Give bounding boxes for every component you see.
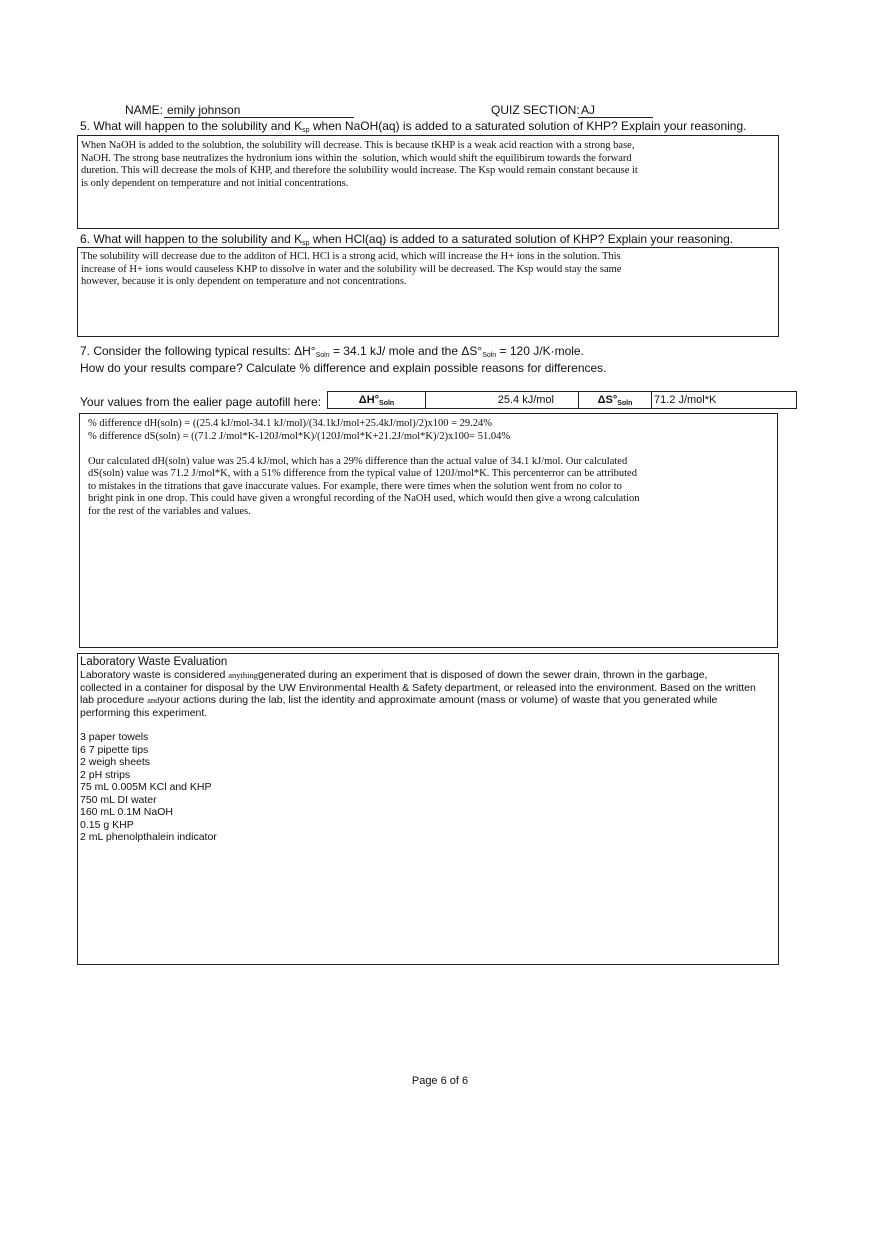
waste-item: 0.15 g KHP — [80, 818, 134, 831]
waste-item-list — [80, 731, 217, 844]
waste-item: 3 paper towels — [80, 731, 149, 743]
dh-label-cell: $\Delta H^\circ_{Soln}$ — [327, 391, 426, 409]
answer-6-text: The solubility will decrease due to the additon of HCl. HCl is a strong acid, which will increase the H+ ions in the solution. This increase of H+ ions would causeless KHP to dissolve in water and the solubility will be decreased. The Ksp would stay the same however, because it is only dependent on temperature and not concentrations. — [81, 251, 622, 287]
waste-instructions-line-1: Laboratory waste is considered anythinggenerated during an experiment that is disposed of down the sewer drain, thrown in the garbage, — [80, 669, 708, 681]
answer-7-text: % difference dH(soln) = ((25.4 kJ/mol-34.1 kJ/mol)/(34.1kJ/mol+25.4kJ/mol)/2)x100 = 29.24% % difference dS(soln) = ((71.2 J/mol*K-120J/mol*K)/(120J/mol*K+21.2J/mol*K)/2)x100= 51.04% Our calculated dH(soln) value was 25.4 kJ/mol, which has a 29% difference than the actual value of 34.1 kJ/mol. Our calculated dS(soln) value was 71.2 J/mol*K, with a 51% difference from the typical value of 120J/mol*K. This percenterror can be attributed to mistakes in the titrations that gave inaccurate values. For example, there were times when the solution went from no color to bright pink in one drop. This could have given a wrongful recording of the NaOH used, which would then give a wrong calculation for the rest of the variables and values. — [88, 418, 640, 517]
waste-item: 2 mL phenolpthalein indicator — [80, 831, 217, 843]
waste-item: 6 7 pipette tips — [80, 743, 149, 756]
waste-item: 160 mL 0.1M NaOH — [80, 806, 173, 818]
answer-5-text: When NaOH is added to the solubtion, the solubility will decrease. This is because tKHP is a weak acid reaction with a strong base, NaOH. The strong base neutralizes the hydronium ions within the solution, which would shift the equilibirum towards the forward duretion. This will decrease the mols of KHP, and therefore the solubility would increase. The Ksp would remain constant because it is only dependent on temperature and not initial concentrations. — [81, 140, 638, 189]
ds-label-cell: $\Delta S^\circ_{Soln}$ — [578, 391, 652, 409]
waste-item: 2 weigh sheets — [80, 756, 151, 768]
waste-instructions-line-4: performing this experiment. — [80, 706, 208, 719]
waste-item: 750 mL DI water — [80, 793, 157, 806]
waste-item: 75 mL 0.005M KCl and KHP — [80, 781, 212, 793]
waste-instructions-line-2: collected in a container for disposal by the UW Environmental Health & Safety department, or released into the environment. Based on the written — [80, 681, 756, 694]
answer-6-box[interactable] — [77, 247, 779, 337]
dh-value-cell[interactable]: 25.4 kJ/mol — [425, 391, 579, 409]
quiz-section-value[interactable]: AJ — [581, 103, 596, 117]
section-underline — [578, 117, 653, 118]
waste-title: Laboratory Waste Evaluation — [80, 656, 228, 668]
question-5: 5. What will happen to the solubility and $K_{sp}$ when NaOH(aq) is added to a saturated solution of KHP? Explain your reasoning. — [80, 119, 747, 134]
waste-evaluation-box[interactable] — [77, 653, 779, 965]
waste-instructions-line-3: lab procedure andyour actions during the lab, list the identity and approximate amount (mass or volume) of waste that you generated while — [80, 694, 718, 706]
name-value[interactable]: emily johnson — [167, 103, 241, 117]
question-7-line-1: 7. Consider the following typical results: $\Delta H^\circ_{Soln} = 34.1$ kJ/ mole and the $\Delta S^\circ_{Soln} = 120$ J/K·mole. — [80, 344, 584, 359]
autofill-label: Your values from the ealier page autofill here: — [80, 395, 322, 409]
question-6: 6. What will happen to the solubility and $K_{sp}$ when HCl(aq) is added to a saturated solution of KHP? Explain your reasoning. — [80, 232, 734, 247]
answer-7-box[interactable] — [79, 413, 778, 648]
name-underline — [164, 117, 354, 118]
name-label: NAME: — [125, 103, 164, 117]
page-number: Page 6 of 6 — [411, 1075, 469, 1087]
answer-5-box[interactable] — [77, 135, 779, 229]
question-7-line-2: How do your results compare? Calculate % difference and explain possible reasons for differences. — [80, 361, 607, 375]
quiz-section-label: QUIZ SECTION: — [491, 103, 580, 117]
waste-item: 2 pH strips — [80, 768, 131, 781]
ds-value-cell[interactable]: 71.2 J/mol*K — [651, 391, 797, 409]
